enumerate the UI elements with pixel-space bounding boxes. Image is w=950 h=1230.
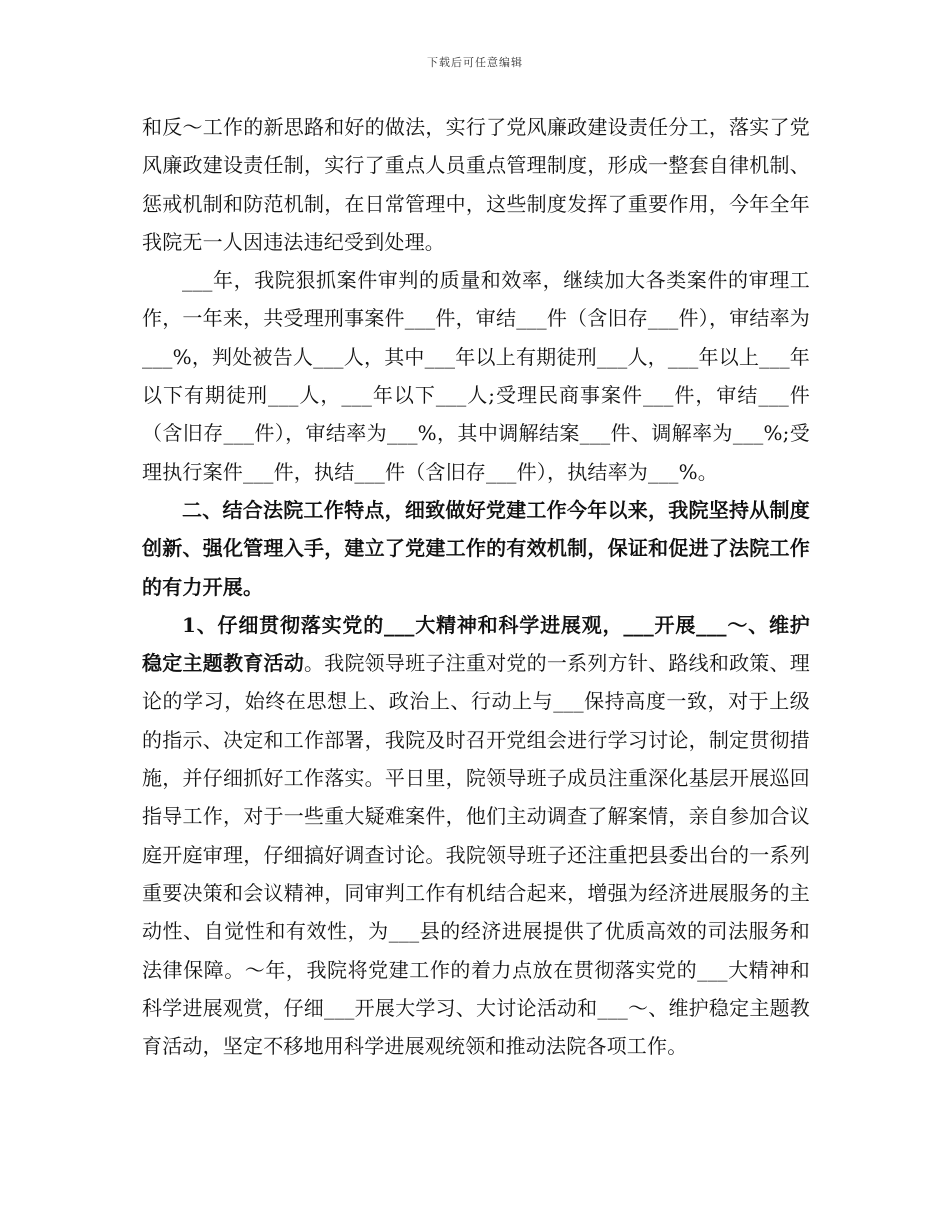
document-body	[142, 108, 810, 1065]
paragraph-implementation-text: 。我院领导班子注重对党的一系列方针、路线和政策、理论的学习，始终在思想上、政治上、行动上与___保持高度一致，对于上级的指示、决定和工作部署，我院及时召开党组会进行学习讨论，制定贯彻措施，并仔细抓好工作落实。平日里，院领导班子成员注重深化基层开展巡回指导工作，对于一些重大疑难案件，他们主动调查了解案情，亲自参加合议庭开庭审理，仔细搞好调查讨论。我院领导班子还注重把县委出台的一系列重要决策和会议精神，同审判工作有机结合起来，增强为经济进展服务的主动性、自觉性和有效性，为___县的经济进展提供了优质高效的司法服务和法律保障。～年，我院将党建工作的着力点放在贯彻落实党的___大精神和科学进展观赏，仔细___开展大学习、大讨论活动和___～、维护稳定主题教育活动，坚定不移地用科学进展观统领和推动法院各项工作。	[142, 651, 810, 1059]
subheading-implementation: 1、仔细贯彻落实党的___大精神和科学进展观，___开展___～、维护稳定主题教育活动	[142, 612, 810, 676]
page-header: 下载后可任意编辑	[427, 56, 523, 69]
paragraph-party-conduct: 和反～工作的新思路和好的做法，实行了党风廉政建设责任分工，落实了党风廉政建设责任制，实行了重点人员重点管理制度，形成一整套自律机制、惩戒机制和防范机制，在日常管理中，这些制度发挥了重要作用，今年全年我院无一人因违法违纪受到处理。	[142, 115, 810, 254]
section-heading-party-building: 二、结合法院工作特点，细致做好党建工作今年以来，我院坚持从制度创新、强化管理入手，建立了党建工作的有效机制，保证和促进了法院工作的有力开展。	[142, 497, 810, 599]
paragraph-case-statistics: ___年，我院狠抓案件审判的质量和效率，继续加大各类案件的审理工作，一年来，共受理刑事案件___件，审结___件（含旧存___件），审结率为___%，判处被告人___人，其中___年以上有期徒刑___人，___年以上___年以下有期徒刑___人，___年以下___人;受理民商事案件___件，审结___件（含旧存___件），审结率为___%，其中调解结案___件、调解率为___%;受理执行案件___件，执结___件（含旧存___件），执结率为___%。	[142, 268, 810, 484]
paragraph-implementation	[142, 606, 810, 1066]
